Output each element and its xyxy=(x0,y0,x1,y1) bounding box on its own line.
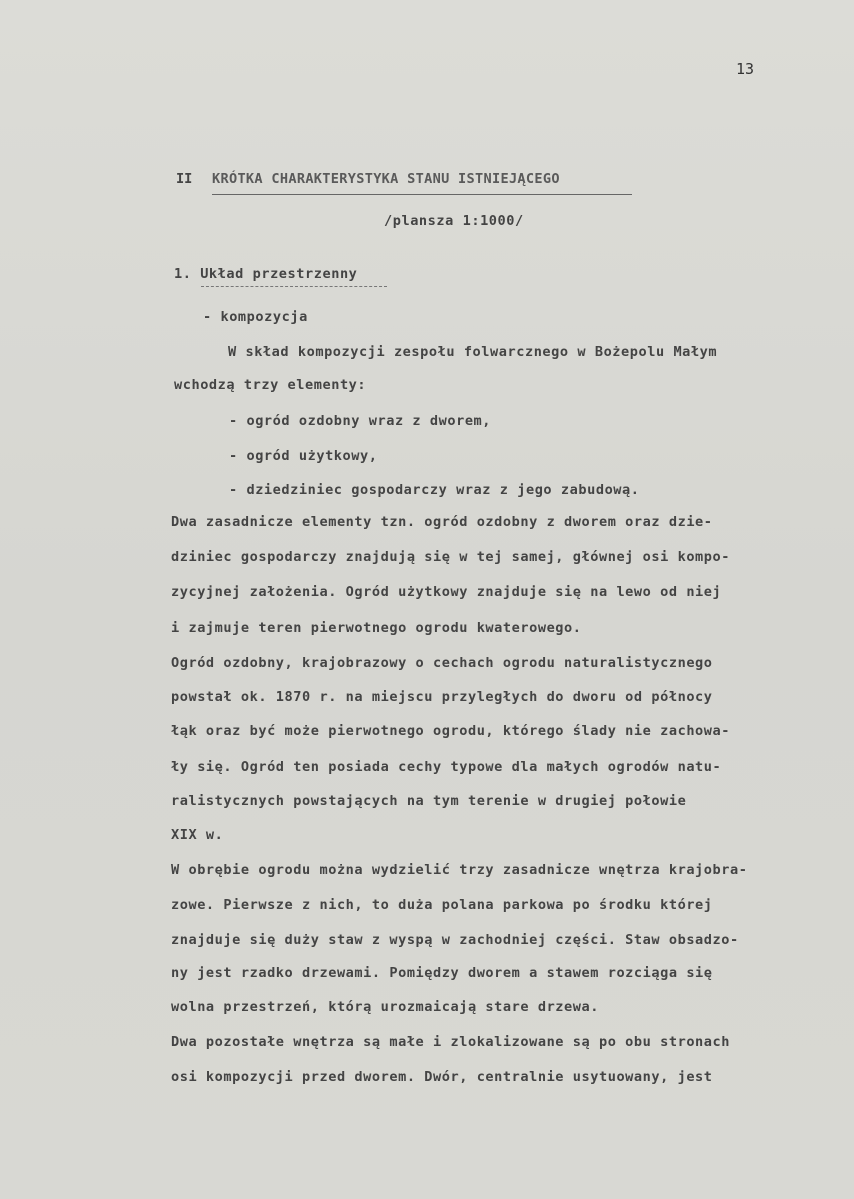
text-line: ły się. Ogród ten posiada cechy typowe dla małych ogrodów natu- xyxy=(171,759,722,775)
text-line: ralistycznych powstających na tym terenie w drugiej połowie xyxy=(171,793,687,809)
text-line: Ogród ozdobny, krajobrazowy o cechach ogrodu naturalistycznego xyxy=(171,655,713,671)
text-line: W obrębie ogrodu można wydzielić trzy zasadnicze wnętrza krajobra- xyxy=(171,862,748,878)
text-line: Dwa pozostałe wnętrza są małe i zlokalizowane są po obu stronach xyxy=(171,1034,730,1050)
text-line: wolna przestrzeń, którą urozmaicają stare drzewa. xyxy=(171,999,599,1015)
text-line: i zajmuje teren pierwotnego ogrodu kwaterowego. xyxy=(171,620,582,636)
text-line: W skład kompozycji zespołu folwarcznego w Bożepolu Małym xyxy=(228,344,718,360)
text-line: zowe. Pierwsze z nich, to duża polana parkowa po środku której xyxy=(171,897,713,913)
text-line: dziniec gospodarczy znajdują się w tej samej, głównej osi kompo- xyxy=(171,549,730,565)
text-line: powstał ok. 1870 r. na miejscu przyległych do dworu od północy xyxy=(171,689,713,705)
text-line: osi kompozycji przed dworem. Dwór, centralnie usytuowany, jest xyxy=(171,1069,713,1085)
section-heading: 1. Układ przestrzenny xyxy=(174,266,358,282)
text-line: wchodzą trzy elementy: xyxy=(174,377,367,393)
text-line: ny jest rzadko drzewami. Pomiędzy dworem a stawem rozciąga się xyxy=(171,965,713,981)
text-line: - ogród użytkowy, xyxy=(229,448,378,464)
chapter-title-underline xyxy=(212,194,632,195)
page-number: 13 xyxy=(736,60,755,78)
text-line: - kompozycja xyxy=(203,309,308,325)
chapter-number: II xyxy=(176,171,193,187)
chapter-subtitle: /plansza 1:1000/ xyxy=(384,213,524,229)
text-line: łąk oraz być może pierwotnego ogrodu, którego ślady nie zachowa- xyxy=(171,723,730,739)
text-line: znajduje się duży staw z wyspą w zachodniej części. Staw obsadzo- xyxy=(171,932,739,948)
text-line: Dwa zasadnicze elementy tzn. ogród ozdobny z dworem oraz dzie- xyxy=(171,514,713,530)
text-line: - ogród ozdobny wraz z dworem, xyxy=(229,413,492,429)
chapter-title: KRÓTKA CHARAKTERYSTYKA STANU ISTNIEJĄCEGO xyxy=(212,171,560,187)
text-line: XIX w. xyxy=(171,827,224,843)
section-heading-underline xyxy=(201,286,387,287)
text-line: - dziedziniec gospodarczy wraz z jego zabudową. xyxy=(229,482,640,498)
text-line: zycyjnej założenia. Ogród użytkowy znajduje się na lewo od niej xyxy=(171,584,722,600)
